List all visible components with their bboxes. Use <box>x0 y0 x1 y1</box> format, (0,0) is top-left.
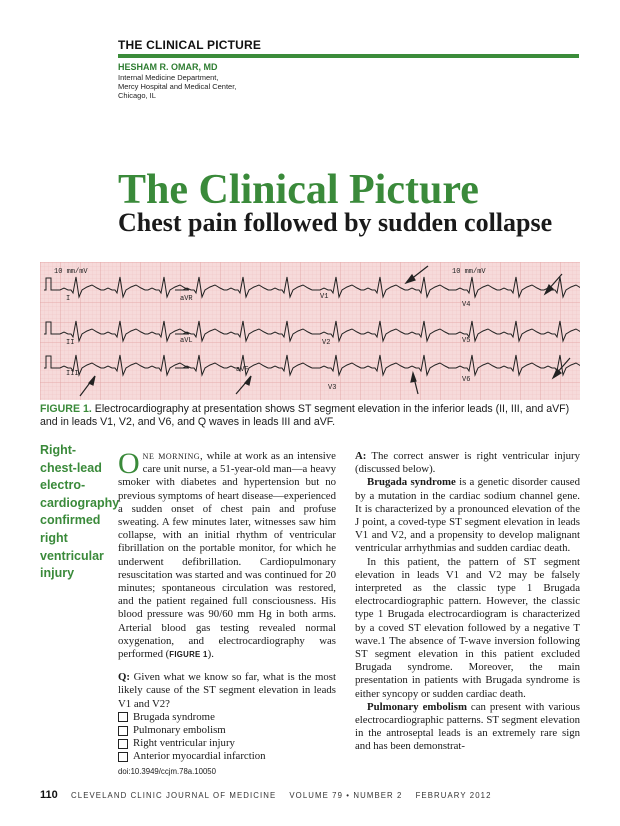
checkbox-icon <box>118 739 128 749</box>
figure-caption-text: Electrocardiography at presentation shows ST segment elevation in the inferior leads (II, III, and aVF) and in leads V1, V2, and V6, and Q waves in leads III and aVF. <box>40 403 570 428</box>
section-label: THE CLINICAL PICTURE <box>118 38 262 52</box>
ecg-lead-label: aVR <box>180 295 193 303</box>
ecg-lead-label: aVL <box>180 337 193 345</box>
article-column-2 <box>355 450 580 754</box>
ecg-lead-label: V2 <box>322 339 331 347</box>
question-text: Given what we know so far, what is the most likely cause of the ST segment elevation in leads V1 and V2? <box>118 671 337 710</box>
pe-paragraph: can present with various electrocardiographic patterns. ST segment elevation in the antroseptal leads is an extremely rare sign and has been demonstrat- <box>355 700 581 753</box>
volume-issue: VOLUME 79 • NUMBER 2 <box>289 791 403 800</box>
author-affiliation-line: Internal Medicine Department, <box>118 73 219 82</box>
pe-term: Pulmonary embolism <box>367 700 467 713</box>
drop-cap: O <box>118 447 140 480</box>
section-rule <box>118 54 579 58</box>
question-label: Q: <box>118 671 130 684</box>
ecg-lead-label: V5 <box>462 337 471 345</box>
doi: doi:10.3949/ccjm.78a.10050 <box>118 766 216 776</box>
page-footer <box>40 789 492 801</box>
answer-option <box>118 737 336 750</box>
answer-options <box>118 711 336 764</box>
ecg-lead-label: aVF <box>236 366 249 374</box>
ecg-lead-label: III <box>66 370 79 378</box>
case-paragraph-end: ). <box>207 648 214 661</box>
ecg-scale-label: 10 mm/mV <box>54 268 88 276</box>
ecg-lead-label: V1 <box>320 293 329 301</box>
issue-date: FEBRUARY 2012 <box>415 791 492 800</box>
author-affiliation-line: Chicago, IL <box>118 91 156 100</box>
ecg-figure <box>40 262 580 400</box>
checkbox-icon <box>118 712 128 722</box>
brugada-paragraph: is a genetic disorder caused by a mutation in the cardiac sodium channel gene. It is characterized by a pronounced elevation of the J point, a coved-type ST segment elevation in leads V1 and V2, and a propensity to develop malignant ventricular arrhythmias and sudden cardiac death. <box>355 476 580 555</box>
journal-name: CLEVELAND CLINIC JOURNAL OF MEDICINE <box>71 791 277 800</box>
answer-option <box>118 711 336 724</box>
figure-caption-label: FIGURE 1. <box>40 403 92 415</box>
ecg-lead-label: V3 <box>328 384 337 392</box>
figure-caption <box>40 403 585 429</box>
answer-option <box>118 724 336 737</box>
pull-quote: Right-chest-lead electro-cardiography confirmed right ventricular injury <box>40 443 120 581</box>
lead-in-smallcaps: ne morning, <box>142 450 204 462</box>
ecg-scale-label: 10 mm/mV <box>452 268 486 276</box>
figure-reference: FIGURE 1 <box>169 650 208 660</box>
page-number: 110 <box>40 789 58 801</box>
answer-option-label: Right ventricular injury <box>133 737 235 750</box>
checkbox-icon <box>118 752 128 762</box>
brugada-term: Brugada syndrome <box>367 476 456 489</box>
answer-label: A: <box>355 450 367 462</box>
article-column-1 <box>118 447 337 778</box>
answer-option-label: Brugada syndrome <box>133 710 215 723</box>
article-subtitle: Chest pain followed by sudden collapse <box>118 208 553 237</box>
answer-option-label: Anterior myocardial infarction <box>133 750 266 763</box>
answer-option-label: Pulmonary embolism <box>133 724 226 737</box>
case-paragraph: while at work as an intensive care unit nurse, a 51-year-old man—a heavy smoker with diabetes and hypertension but no previous symptoms of heart disease—experienced a sudden onset of chest pain and profuse sweating. A few minutes later, witnesses saw him collapse, with an initial rhythm of ventricular fibrillation on the portable monitor, for which he underwent defibrillation. Cardiopulmonary resuscitation was started and was continued for 20 minutes; spontaneous circulation was restored, and the patient regained full consciousness. His blood pressure was 90/60 mm Hg in both arms. Arterial blood gas testing revealed normal oxygenation, and electrocardiography was performed ( <box>118 450 336 661</box>
checkbox-icon <box>118 726 128 736</box>
answer-option <box>118 750 336 763</box>
ecg-lead-label: V6 <box>462 376 471 384</box>
ecg-lead-label: II <box>66 339 75 347</box>
interpretation-paragraph: In this patient, the pattern of ST segment elevation in leads V1 and V2 may be falsely interpreted as the classic type 1 Brugada electrocardiographic pattern. However, the classic type 1 Brugada electrocardiogram is characterized by a coved ST elevation followed by a negative T wave.1 The absence of T-wave inversion following ST segment elevation in this patient excluded Brugada syndrome. Moreover, the main presentation in patients with Brugada syndrome is either syncopy or sudden cardiac death. <box>355 555 580 700</box>
author-affiliation-line: Mercy Hospital and Medical Center, <box>118 82 237 91</box>
answer-text: The correct answer is right ventricular injury (discussed below). <box>355 450 580 476</box>
ecg-lead-label: V4 <box>462 301 471 309</box>
ecg-lead-label: I <box>66 295 71 303</box>
author-name: HESHAM R. OMAR, MD <box>118 62 218 72</box>
article-title: The Clinical Picture <box>118 167 479 213</box>
